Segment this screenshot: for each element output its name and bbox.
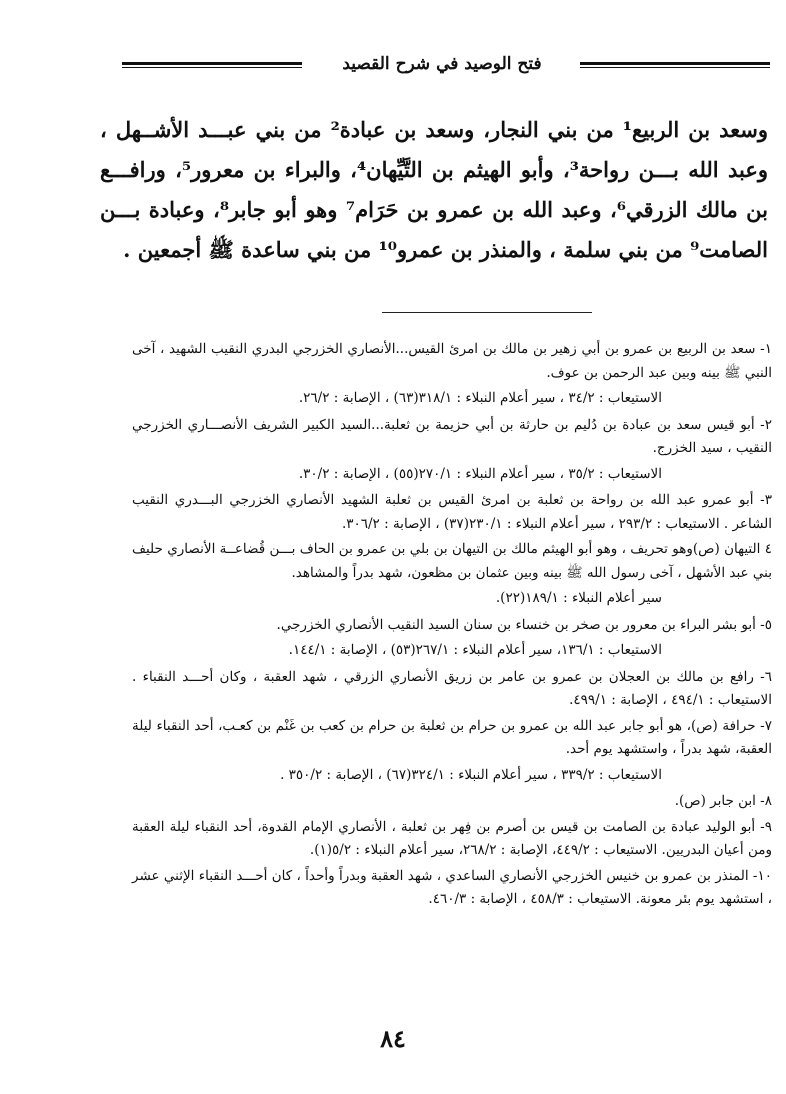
footnotes: [132, 338, 772, 914]
footnote-7-text: ٧- حرافة (ص)، هو أبو جابر عبد الله بن عمرو بن حرام بن ثعلبة بن حرام بن كعب بن غَنْم بن كعـب، أحد النقباء ليلة العقبة، شهد بدراً ، واستشهد يوم أحد.: [132, 717, 772, 757]
page-number: ٨٤: [380, 1024, 406, 1053]
footnote-2-text: ٢- أبو قيس سعد بن عبادة بن دُليم بن حارثة بن أبي حزيمة بن ثعلبة...السيد الكبير الشريف الأنصـــاري الخزرجي النقيب ، سيد الخزرج.: [132, 416, 772, 456]
main-paragraph: وسعد بن الربيع¹ من بني النجار، وسعد بن عبادة² من بني عبـــد الأشــهل ، وعبد الله بـــن رواحة³، وأبو الهيثم بن التَّيِّهان⁴، والبراء بن معرور⁵، ورافـــع بن مالك الزرقي⁶، وعبد الله بن عمرو بن حَرَام⁷ وهو أبو جابر⁸، وعبادة بـــن الصامت⁹ من بني سلمة ، والمنذر بن عمرو¹⁰ من بني ساعدة ﷺ أجمعين .: [100, 117, 769, 262]
footnote-1-text: ١- سعد بن الربيع بن عمرو بن أبي زهير بن مالك بن امرئ القيس...الأنصاري الخزرجي البدري النقيب الشهيد ، آخى النبي ﷺ بينه وبين عبد الرحمن بن عوف.: [132, 341, 772, 381]
header-title: فتح الوصيد في شرح القصيد: [342, 54, 542, 74]
footnote-1-ref: الاستيعاب : ٣٤/٢ ، سير أعلام النبلاء : ٣١٨/١(٦٣) ، الإصابة : ٢٦/٢.: [298, 390, 662, 406]
footnote-separator: [382, 312, 592, 313]
footnote-7-ref: الاستيعاب : ٣٣٩/٢ ، سير أعلام النبلاء : ٣٢٤/١(٦٧) ، الإصابة : ٣٥٠/٢ .: [280, 766, 662, 783]
footnote-10-text: ١٠- المنذر بن عمرو بن خنيس الخزرجي الأنصاري الساعدي ، شهد العقبة وبدراً وأحداً ، كان أحـــد النقباء الإثني عشر ، استشهد يوم بئر معونة. الاستيعاب : ٤٥٨/٣ ، الإصابة : ٤٦٠/٣.: [132, 867, 772, 907]
footnote-5-ref: الاستيعاب : ١٣٦/١، سير أعلام النبلاء : ٢٦٧/١(٥٣) ، الإصابة : ١٤٤/١.: [288, 642, 662, 658]
footnote-2-ref: الاستيعاب : ٣٥/٢ ، سير أعلام النبلاء : ٢٧٠/١(٥٥) ، الإصابة : ٣٠/٢.: [298, 465, 662, 482]
running-header: [122, 48, 770, 86]
footnote-6-text: ٦- رافع بن مالك بن العجلان بن عمرو بن عامر بن زريق الأنصاري الزرقي ، شهد العقبة ، وكان أحـــد النقباء . الاستيعاب : ٤٩٤/١ ، الإصابة : ٤٩٩/١.: [132, 668, 772, 708]
footnote-8-text: ٨- ابن جابر (ص).: [674, 793, 772, 809]
header-rule-right: [580, 62, 770, 68]
footnote-4-ref: سير أعلام النبلاء : ١٨٩/١(٢٢).: [495, 590, 662, 606]
main-text: [100, 110, 768, 270]
footnote-5-text: ٥- أبو بشر البراء بن معرور بن صخر بن خنساء بن سنان السيد النقيب الأنصاري الخزرجي.: [276, 616, 772, 633]
footnote-4-text: ٤ التيهان (ص)وهو تحريف ، وهو أبو الهيثم مالك بن التيهان بن بلي بن عمرو بن الحاف بـــن قُضاعــة الأنصاري حليف بني عبد الأشهل ، آخى رسول الله ﷺ بينه وبين عثمان بن مظعون، شهد بدراً والمشاهد.: [132, 541, 772, 581]
footnote-3-text: ٣- أبو عمرو عبد الله بن رواحة بن ثعلبة بن امرئ القيس بن ثعلبة الشهيد الأنصاري الخزرجي البـــدري النقيب الشاعر . الاستيعاب : ٢٩٣/٢ ، سير أعلام النبلاء : ٢٣٠/١(٣٧) ، الإصابة : ٣٠٦/٢.: [132, 492, 772, 532]
footnote-9-text: ٩- أبو الوليد عبادة بن الصامت بن قيس بن أصرم بن فِهر بن ثعلبة ، الأنصاري الإمام القدوة، أحد النقباء ليلة العقبة ومن أعيان البدريين. الاستيعاب : ٤٤٩/٢، الإصابة : ٢٦٨/٢، سير أعلام النبلاء : ٥/٢(١).: [132, 818, 772, 858]
header-rule-left: [122, 62, 302, 68]
